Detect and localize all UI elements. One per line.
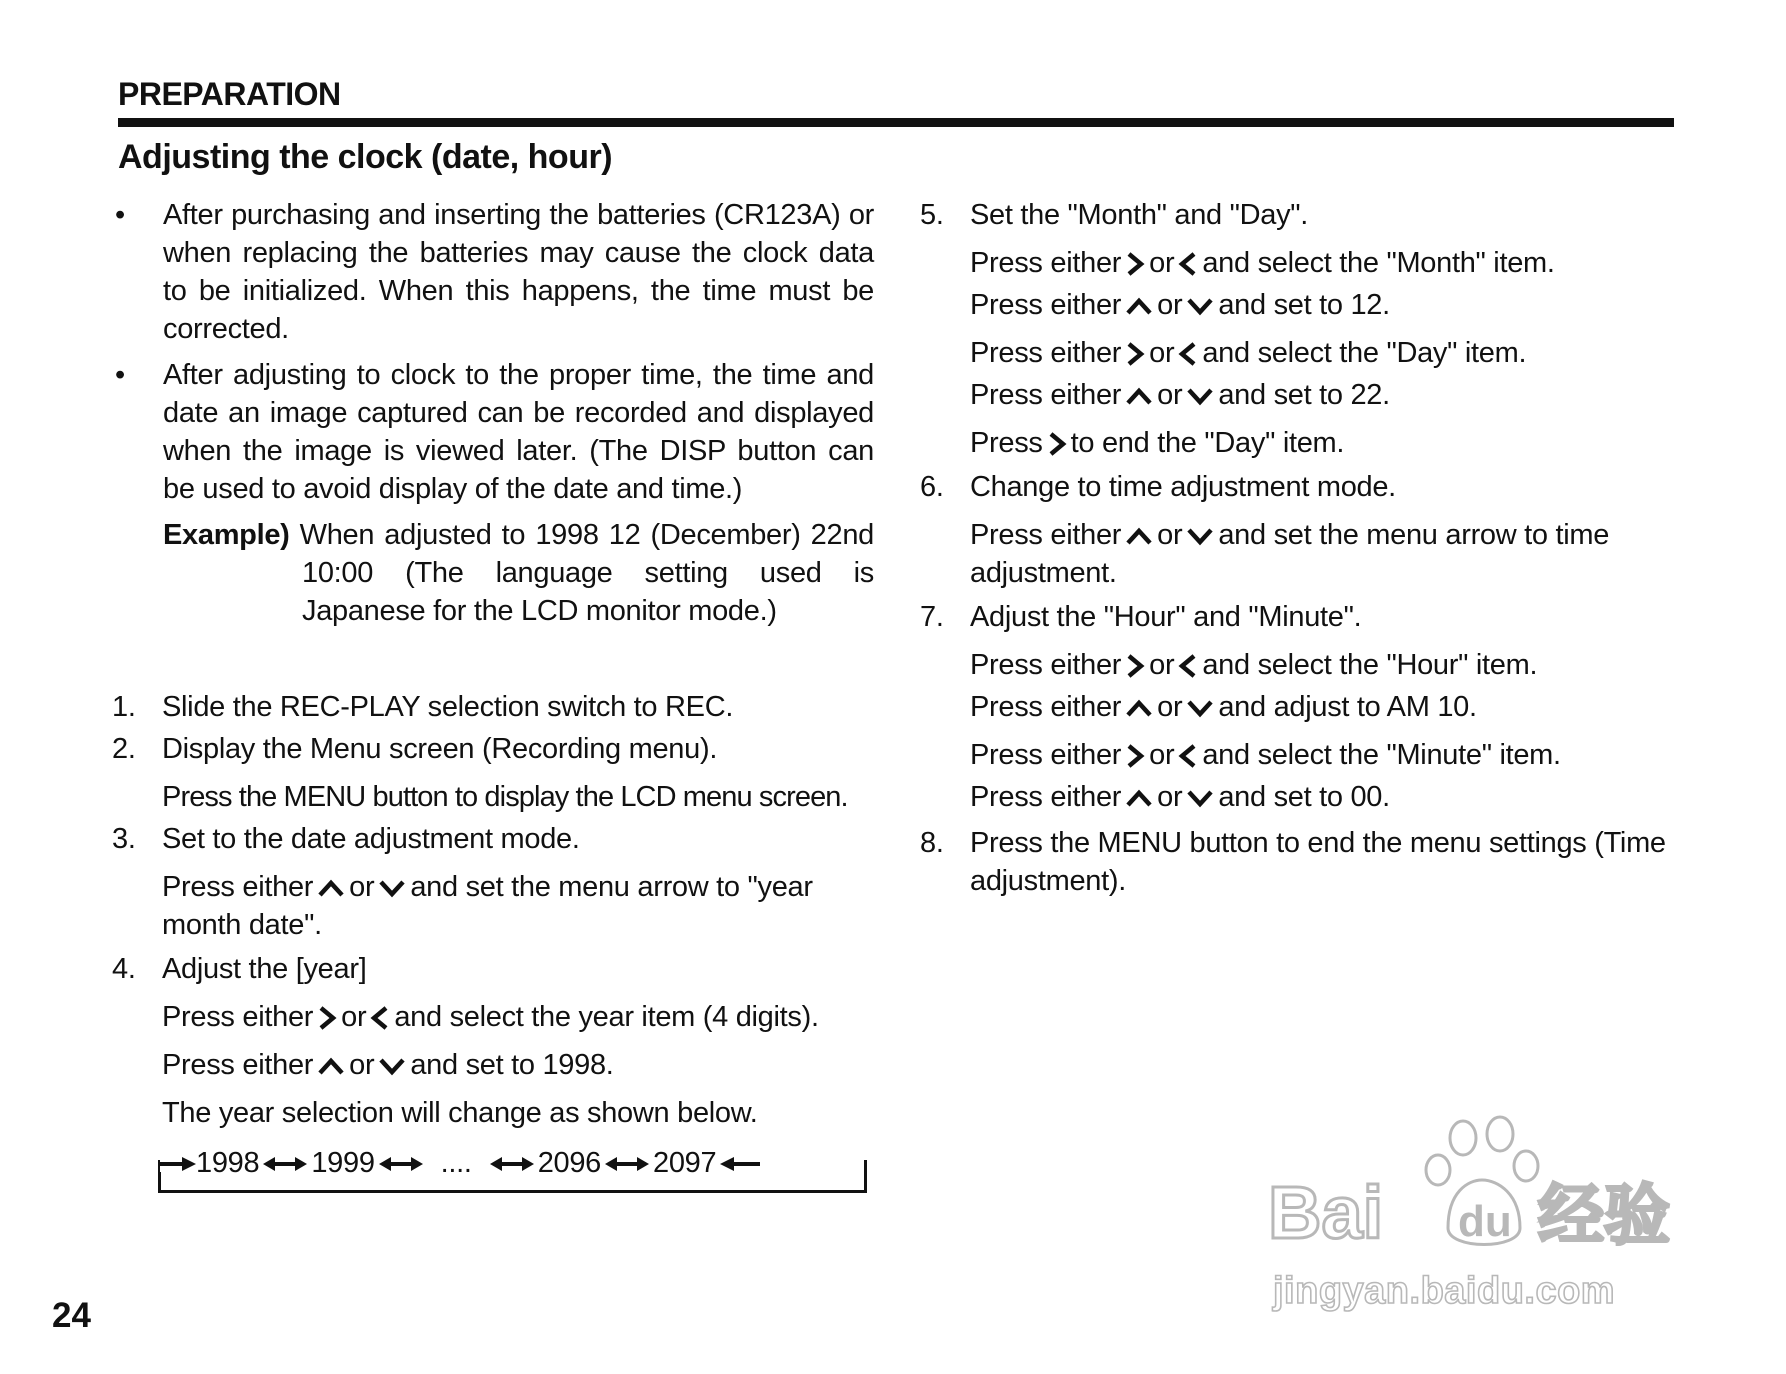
step-number: 4. <box>112 953 136 985</box>
step-5 <box>920 196 1680 234</box>
step-number: 3. <box>112 823 136 855</box>
step-text: Press the MENU button to end the menu settings (Time adjustment). <box>970 827 1666 897</box>
step-text: Set the "Month" and "Day". <box>970 199 1309 231</box>
year-label: 1998 <box>196 1147 260 1179</box>
up-chevron-icon <box>1125 788 1153 808</box>
detail-text: and select the year item (4 digits). <box>394 1001 819 1033</box>
detail-text: Press <box>970 427 1043 459</box>
up-chevron-icon <box>1125 386 1153 406</box>
detail-text: and select the "Month" item. <box>1202 247 1555 279</box>
step-7-detail <box>920 646 1680 684</box>
right-chevron-icon <box>1047 431 1067 457</box>
page-title: Adjusting the clock (date, hour) <box>118 138 613 176</box>
step-number: 5. <box>920 199 944 231</box>
step-number: 1. <box>112 691 136 723</box>
section-header: PREPARATION <box>118 76 341 112</box>
up-chevron-icon <box>1125 296 1153 316</box>
bullet-item <box>112 196 874 348</box>
bullet-icon: • <box>115 359 125 391</box>
detail-text: or <box>1149 337 1175 369</box>
watermark-brand-text: Bai <box>1268 1171 1384 1254</box>
bullet-text: After adjusting to clock to the proper time, the time and date an image captured can be recorded and displayed when the image is viewed later. (The DISP button can be used to avoid display of the date and time.) <box>163 359 874 505</box>
step-7-detail <box>920 688 1680 726</box>
right-column <box>920 196 1680 900</box>
detail-text: and select the "Hour" item. <box>1202 649 1538 681</box>
step-3-detail <box>112 868 874 944</box>
right-chevron-icon <box>1125 743 1145 769</box>
right-chevron-icon <box>1125 653 1145 679</box>
detail-text: or <box>1157 379 1183 411</box>
detail-text: or <box>1149 649 1175 681</box>
detail-text: or <box>349 871 375 903</box>
detail-text: and set the menu arrow to time adjustment. <box>970 519 1610 589</box>
step-2-detail: Press the MENU button to display the LCD menu screen. <box>162 781 848 813</box>
down-chevron-icon <box>1186 296 1214 316</box>
left-chevron-icon <box>370 1005 390 1031</box>
down-chevron-icon <box>1186 698 1214 718</box>
year-label: 2096 <box>537 1147 602 1179</box>
step-5-detail <box>920 424 1680 462</box>
end-arrow-icon <box>720 1156 760 1172</box>
bullet-text: After purchasing and inserting the batteries (CR123A) or when replacing the batteries may cause the clock data to be initialized. When this happens, the time must be corrected. <box>163 199 874 345</box>
year-label: 2097 <box>653 1147 717 1179</box>
step-4 <box>112 950 874 988</box>
example-text: When adjusted to 1998 12 (December) 22nd 10:00 (The language setting used is Japanese for the LCD monitor mode.) <box>299 519 874 627</box>
detail-text: or <box>1149 739 1175 771</box>
year-label: 1999 <box>311 1147 375 1179</box>
bullet-icon: • <box>115 199 125 231</box>
step-text: Change to time adjustment mode. <box>970 471 1396 503</box>
step-4-detail <box>112 998 874 1036</box>
watermark-url: jingyan.baidu.com <box>1273 1270 1616 1312</box>
detail-text: or <box>1149 247 1175 279</box>
down-chevron-icon <box>1186 788 1214 808</box>
detail-text: and set to 22. <box>1218 379 1390 411</box>
up-chevron-icon <box>1125 526 1153 546</box>
watermark-brand-text: 经验 <box>1538 1177 1670 1254</box>
double-arrow-icon <box>490 1155 534 1173</box>
detail-text: Press either <box>162 871 314 903</box>
left-chevron-icon <box>1178 743 1198 769</box>
step-8 <box>920 824 1680 900</box>
up-chevron-icon <box>1125 698 1153 718</box>
left-chevron-icon <box>1178 653 1198 679</box>
left-chevron-icon <box>1178 251 1198 277</box>
detail-text: or <box>1157 691 1183 723</box>
step-text: Slide the REC-PLAY selection switch to REC. <box>162 691 734 723</box>
right-chevron-icon <box>1125 251 1145 277</box>
detail-text: or <box>341 1001 367 1033</box>
example-block <box>112 516 874 630</box>
double-arrow-icon <box>379 1155 423 1173</box>
up-chevron-icon <box>317 1056 345 1076</box>
step-text: Adjust the [year] <box>162 953 367 985</box>
step-number: 7. <box>920 601 944 633</box>
bullet-item <box>112 356 874 508</box>
detail-text: Press either <box>970 247 1122 279</box>
left-column <box>112 196 874 1196</box>
step-number: 8. <box>920 827 944 859</box>
step-number: 2. <box>112 733 136 765</box>
step-5-detail <box>920 286 1680 324</box>
detail-text: Press either <box>970 691 1122 723</box>
step-5-detail <box>920 376 1680 414</box>
detail-text: and set to 00. <box>1218 781 1390 813</box>
step-1 <box>112 688 874 726</box>
example-label: Example) <box>163 519 290 551</box>
double-arrow-icon <box>263 1155 307 1173</box>
step-7-detail <box>920 736 1680 774</box>
page-number: 24 <box>52 1296 91 1335</box>
detail-text: Press either <box>162 1001 314 1033</box>
step-5-detail <box>920 244 1680 282</box>
detail-text: Press either <box>970 781 1122 813</box>
detail-text: or <box>1157 289 1183 321</box>
year-ellipsis: .... <box>440 1147 472 1179</box>
right-chevron-icon <box>317 1005 337 1031</box>
detail-text: Press either <box>970 289 1122 321</box>
step-6 <box>920 468 1680 506</box>
up-chevron-icon <box>317 878 345 898</box>
detail-text: and adjust to AM 10. <box>1218 691 1477 723</box>
detail-text: or <box>1157 781 1183 813</box>
start-arrow-icon <box>160 1156 196 1172</box>
step-2 <box>112 730 874 768</box>
detail-text: Press either <box>970 337 1122 369</box>
down-chevron-icon <box>378 1056 406 1076</box>
down-chevron-icon <box>1186 526 1214 546</box>
step-text: Set to the date adjustment mode. <box>162 823 580 855</box>
detail-text: and set the menu arrow to "year month date". <box>162 871 813 941</box>
detail-text: Press either <box>162 1049 314 1081</box>
detail-text: to end the "Day" item. <box>1070 427 1345 459</box>
left-chevron-icon <box>1178 341 1198 367</box>
step-4-detail <box>112 1046 874 1084</box>
step-7 <box>920 598 1680 636</box>
detail-text: or <box>349 1049 375 1081</box>
detail-text: or <box>1157 519 1183 551</box>
down-chevron-icon <box>378 878 406 898</box>
detail-text: Press either <box>970 379 1122 411</box>
watermark-brand-text: du <box>1458 1197 1512 1246</box>
down-chevron-icon <box>1186 386 1214 406</box>
double-arrow-icon <box>605 1155 649 1173</box>
step-5-detail <box>920 334 1680 372</box>
step-4-detail: The year selection will change as shown below. <box>162 1097 758 1129</box>
step-7-detail <box>920 778 1680 816</box>
detail-text: and set to 12. <box>1218 289 1390 321</box>
right-chevron-icon <box>1125 341 1145 367</box>
step-3 <box>112 820 874 858</box>
step-6-detail <box>920 516 1680 592</box>
detail-text: Press either <box>970 739 1122 771</box>
step-text: Display the Menu screen (Recording menu). <box>162 733 718 765</box>
detail-text: and select the "Minute" item. <box>1202 739 1561 771</box>
detail-text: Press either <box>970 519 1122 551</box>
baidu-paw-logo-icon <box>1268 1110 1698 1270</box>
baidu-watermark <box>1268 1110 1698 1310</box>
detail-text: and select the "Day" item. <box>1202 337 1527 369</box>
detail-text: and set to 1998. <box>410 1049 614 1081</box>
detail-text: Press either <box>970 649 1122 681</box>
step-text: Adjust the "Hour" and "Minute". <box>970 601 1362 633</box>
step-number: 6. <box>920 471 944 503</box>
year-cycle-diagram <box>158 1144 863 1196</box>
header-rule <box>118 118 1674 127</box>
